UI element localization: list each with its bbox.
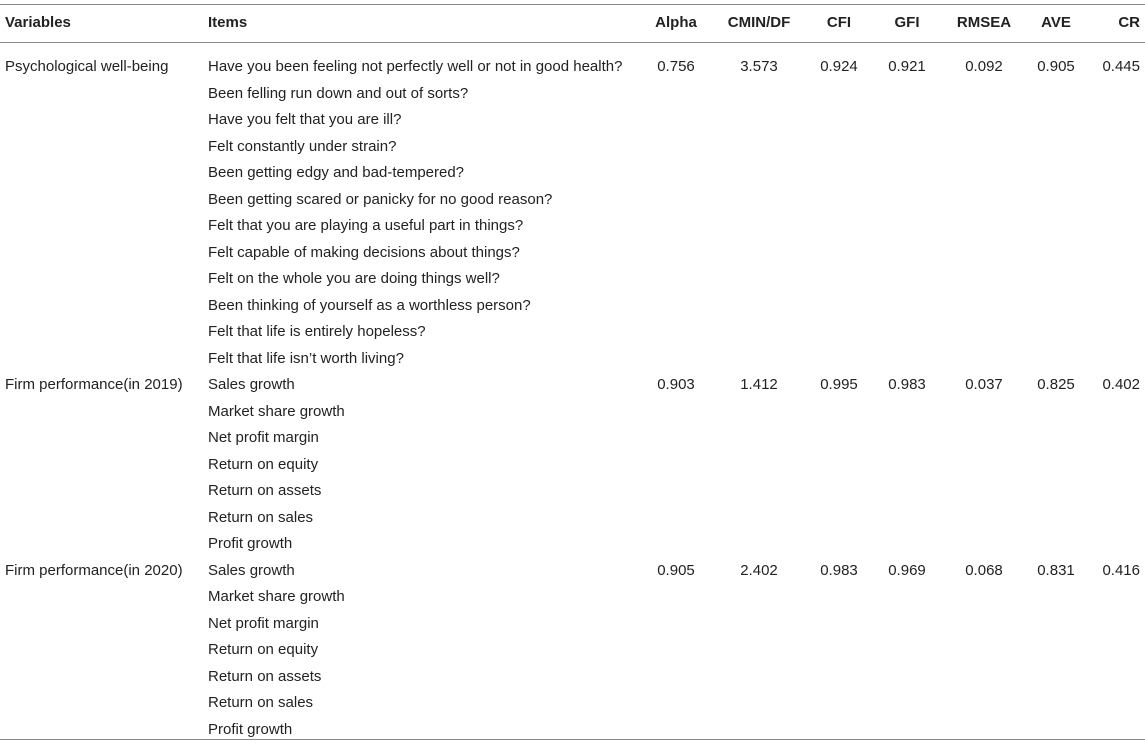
item-text: Net profit margin bbox=[208, 614, 319, 632]
header-ave: AVE bbox=[1041, 14, 1071, 31]
header-variables: Variables bbox=[5, 14, 71, 31]
item-text: Profit growth bbox=[208, 720, 293, 738]
header-cmin-df: CMIN/DF bbox=[727, 14, 791, 31]
cfi-value: 0.924 bbox=[820, 58, 858, 75]
item-text: Felt that life is entirely hopeless? bbox=[208, 323, 426, 340]
ave-value: 0.831 bbox=[1037, 561, 1075, 579]
item-text: Return on equity bbox=[208, 641, 319, 658]
item-text: Felt that life isn’t worth living? bbox=[208, 349, 404, 367]
ave-value: 0.905 bbox=[1037, 58, 1075, 75]
rmsea-value: 0.092 bbox=[965, 58, 1003, 75]
item-text: Felt on the whole you are doing things well? bbox=[208, 270, 500, 287]
cfi-value: 0.983 bbox=[820, 561, 858, 579]
gfi-value: 0.921 bbox=[888, 58, 926, 75]
header-cfi: CFI bbox=[826, 14, 852, 31]
item-text: Been felling run down and out of sorts? bbox=[208, 84, 469, 102]
rmsea-value: 0.068 bbox=[965, 561, 1003, 579]
variable-name: Firm performance(in 2020) bbox=[5, 561, 183, 579]
item-text: Return on sales bbox=[208, 694, 314, 711]
variable-name: Firm performance(in 2019) bbox=[5, 376, 183, 393]
item-text: Have you felt that you are ill? bbox=[208, 111, 402, 128]
cr-value: 0.416 bbox=[1102, 561, 1140, 579]
ave-value: 0.825 bbox=[1037, 376, 1075, 393]
item-text: Been thinking of yourself as a worthless person? bbox=[208, 296, 531, 314]
cr-value: 0.445 bbox=[1102, 58, 1140, 75]
gfi-value: 0.983 bbox=[888, 376, 926, 393]
table-top-rule bbox=[0, 4, 1145, 5]
alpha-value: 0.905 bbox=[657, 561, 695, 579]
variable-name: Psychological well-being bbox=[5, 58, 169, 75]
header-gfi: GFI bbox=[894, 14, 920, 31]
cmin-df-value: 3.573 bbox=[740, 58, 778, 75]
item-text: Been getting edgy and bad-tempered? bbox=[208, 164, 465, 181]
item-text: Been getting scared or panicky for no good reason? bbox=[208, 190, 553, 208]
header-cr: CR bbox=[1118, 14, 1140, 31]
cmin-df-value: 2.402 bbox=[740, 561, 778, 579]
item-text: Felt constantly under strain? bbox=[208, 137, 397, 155]
item-text: Felt that you are playing a useful part in things? bbox=[208, 217, 524, 234]
cmin-df-value: 1.412 bbox=[740, 376, 778, 393]
alpha-value: 0.903 bbox=[657, 376, 695, 393]
item-text: Sales growth bbox=[208, 561, 295, 579]
item-text: Return on sales bbox=[208, 508, 314, 526]
alpha-value: 0.756 bbox=[657, 58, 695, 75]
item-text: Return on equity bbox=[208, 455, 319, 473]
header-alpha: Alpha bbox=[655, 14, 697, 31]
gfi-value: 0.969 bbox=[888, 561, 926, 579]
header-items: Items bbox=[208, 14, 248, 31]
item-text: Profit growth bbox=[208, 535, 293, 552]
item-text: Return on assets bbox=[208, 667, 322, 685]
item-text: Sales growth bbox=[208, 376, 295, 393]
item-text: Return on assets bbox=[208, 482, 322, 499]
item-text: Felt capable of making decisions about things? bbox=[208, 243, 520, 261]
cfi-value: 0.995 bbox=[820, 376, 858, 393]
item-text: Market share growth bbox=[208, 588, 345, 605]
rmsea-value: 0.037 bbox=[965, 376, 1003, 393]
item-text: Market share growth bbox=[208, 402, 345, 420]
item-text: Have you been feeling not perfectly well or not in good health? bbox=[208, 58, 623, 75]
header-rmsea: RMSEA bbox=[956, 14, 1012, 31]
cr-value: 0.402 bbox=[1102, 376, 1140, 393]
item-text: Net profit margin bbox=[208, 429, 319, 446]
table-header-rule bbox=[0, 42, 1145, 43]
